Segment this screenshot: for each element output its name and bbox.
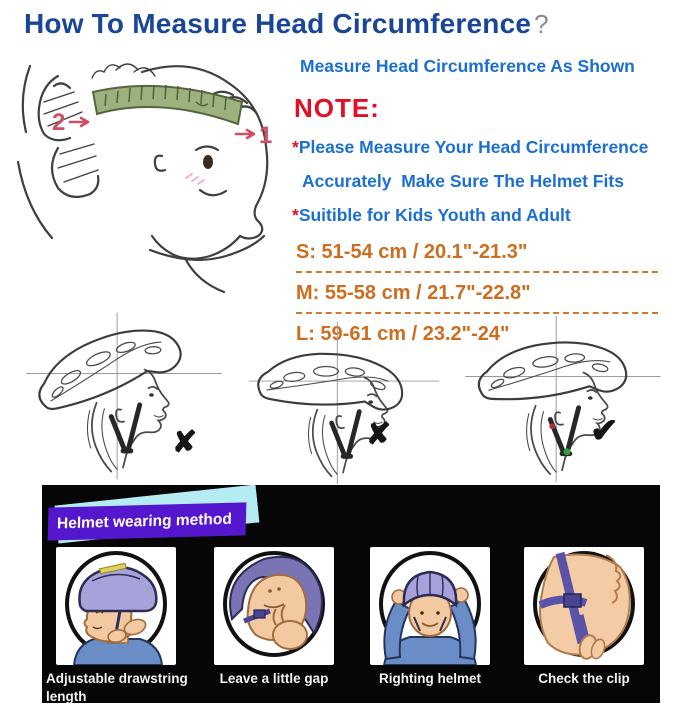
- measuring-illustration: [0, 50, 292, 302]
- check-clip-illustration: [524, 547, 644, 665]
- size-row-medium: M: 55-58 cm / 21.7"-22.8": [296, 279, 658, 314]
- step-card-adjust-drawstring: [56, 547, 176, 665]
- step-label-leave-gap: Leave a little gap: [219, 671, 329, 686]
- arrow-right-icon: [236, 130, 254, 138]
- asterisk: *: [292, 205, 299, 225]
- banner-title: Helmet wearing method: [56, 510, 233, 532]
- step-label-adjust-drawstring: Adjustable drawstring length: [46, 671, 188, 704]
- strap-red-dot: [549, 423, 555, 429]
- incorrect-mark-icon: ✘: [172, 426, 198, 459]
- fit-illustration-tilted-forward: [246, 322, 442, 484]
- step-card-righting-helmet: [370, 547, 490, 665]
- incorrect-mark-icon: ✘: [366, 418, 392, 451]
- leave-gap-illustration: [214, 547, 334, 665]
- step-label-righting-helmet: Righting helmet: [379, 671, 481, 686]
- note-line-1: *Please Measure Your Head Circumference: [292, 137, 649, 157]
- adjust-drawstring-illustration: [56, 547, 176, 665]
- strap-green-dot: [563, 448, 570, 455]
- page-title-question-mark: ?: [534, 9, 549, 39]
- correct-mark-icon: ✔: [590, 412, 619, 450]
- measure-step-1-label: 1: [259, 122, 273, 149]
- step-card-check-clip: [524, 547, 644, 665]
- note-line-2: Accurately Make Sure The Helmet Fits: [302, 171, 624, 191]
- banner-title-box: [48, 502, 247, 540]
- step-card-leave-gap: [214, 547, 334, 665]
- page-title-text: How To Measure Head Circumference: [24, 8, 532, 39]
- asterisk: *: [292, 137, 299, 157]
- righting-helmet-illustration: [370, 547, 490, 665]
- page-title: [24, 8, 549, 40]
- wearing-method-banner: [48, 493, 263, 545]
- measure-info: [292, 56, 674, 353]
- measure-step-2-label: 2: [52, 109, 66, 136]
- step-label-check-clip: Check the clip: [538, 671, 630, 686]
- arrow-right-icon: [70, 118, 88, 126]
- fit-illustration-correct: [448, 316, 678, 482]
- note-label: NOTE:: [294, 93, 380, 123]
- size-row-small: S: 51-54 cm / 20.1"-21.3": [296, 238, 658, 273]
- note-line-3: *Suitible for Kids Youth and Adult: [292, 205, 571, 225]
- measure-heading: Measure Head Circumference As Shown: [300, 56, 635, 76]
- size-row-large: L: 59-61 cm / 23.2"-24": [296, 323, 510, 345]
- wearing-method-panel: [42, 485, 660, 703]
